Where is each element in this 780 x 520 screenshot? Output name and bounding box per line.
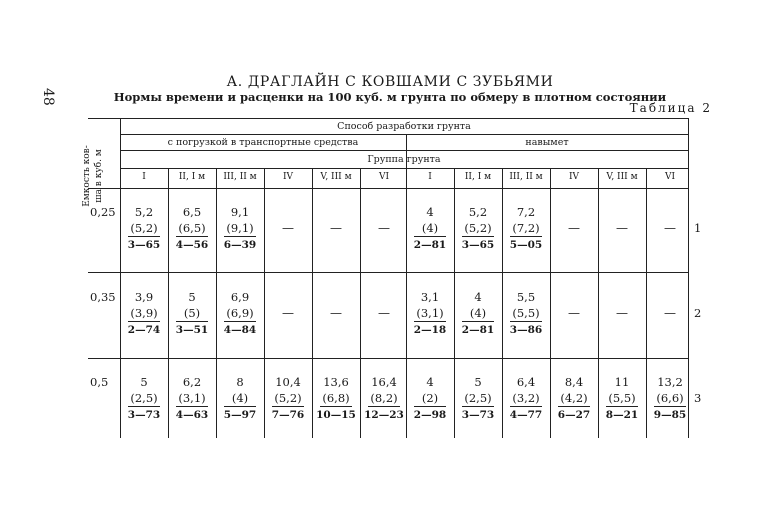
norm-cell xyxy=(550,374,598,423)
group-label: VI xyxy=(664,172,676,182)
time-norm-reduced: (8,2) xyxy=(368,390,400,407)
time-norm-reduced: (4,2) xyxy=(558,390,590,407)
time-norm-reduced: (6,9) xyxy=(224,305,256,322)
table-top-rule xyxy=(88,118,688,119)
group-label: IV xyxy=(568,172,580,182)
time-norm-reduced: (3,1) xyxy=(414,305,446,322)
capacity-value: 0,25 xyxy=(90,205,116,219)
norm-cell xyxy=(168,374,216,423)
group-label: VI xyxy=(378,172,390,182)
price-rate: 3—65 xyxy=(127,239,161,251)
time-norm-reduced: (5,5) xyxy=(510,305,542,322)
norm-cell xyxy=(216,289,264,338)
time-norm-reduced: (2,5) xyxy=(462,390,494,407)
price-rate: 7—76 xyxy=(271,409,305,421)
price-rate: 12—23 xyxy=(364,409,404,421)
empty-cell-dash: — xyxy=(282,306,294,320)
time-norm-reduced: (4) xyxy=(224,390,256,407)
norm-cell xyxy=(264,374,312,423)
price-rate: 4—84 xyxy=(223,324,257,336)
time-norm: 7,2 xyxy=(516,205,536,219)
empty-cell-dash: — xyxy=(616,306,628,320)
norm-cell xyxy=(312,374,360,423)
norm-cell xyxy=(120,289,168,338)
header-rule-3 xyxy=(120,168,688,169)
time-norm-reduced: (2,5) xyxy=(128,390,160,407)
time-norm-reduced: (4) xyxy=(462,305,494,322)
with-loading-header: с погрузкой в транспортные средства xyxy=(167,137,359,148)
time-norm: 8,4 xyxy=(564,375,584,389)
group-label: II, I м xyxy=(178,172,206,182)
price-rate: 4—56 xyxy=(175,239,209,251)
group-label: III, II м xyxy=(223,172,257,182)
soil-group-header: Группа грунта xyxy=(367,154,441,165)
price-rate: 2—18 xyxy=(413,324,447,336)
empty-cell-dash: — xyxy=(616,221,628,235)
norm-cell xyxy=(216,374,264,423)
page-subtitle: Нормы времени и расценки на 100 куб. м грунта по обмеру в плотном состоянии xyxy=(113,90,667,104)
time-norm-reduced: (5,2) xyxy=(272,390,304,407)
time-norm: 6,5 xyxy=(182,205,202,219)
group-label: I xyxy=(428,172,432,182)
table-label: Таблица 2 xyxy=(629,101,712,115)
norm-cell xyxy=(120,204,168,253)
price-rate: 3—73 xyxy=(461,409,495,421)
price-rate: 2—74 xyxy=(127,324,161,336)
time-norm-reduced: (3,1) xyxy=(176,390,208,407)
time-norm: 5 xyxy=(188,290,196,304)
empty-cell-dash: — xyxy=(568,306,580,320)
time-norm: 6,2 xyxy=(182,375,202,389)
time-norm: 3,9 xyxy=(134,290,154,304)
empty-cell-dash: — xyxy=(378,221,390,235)
price-rate: 9—85 xyxy=(653,409,687,421)
norm-cell xyxy=(454,374,502,423)
norm-cell xyxy=(168,289,216,338)
time-norm-reduced: (2) xyxy=(414,390,446,407)
norm-cell xyxy=(502,374,550,423)
time-norm: 8 xyxy=(236,375,244,389)
time-norm: 6,4 xyxy=(516,375,536,389)
norm-cell xyxy=(406,204,454,253)
time-norm: 5,2 xyxy=(468,205,488,219)
group-label: III, II м xyxy=(509,172,543,182)
time-norm-reduced: (6,8) xyxy=(320,390,352,407)
page-number: 48 xyxy=(40,88,56,106)
norm-cell xyxy=(502,204,550,253)
time-norm: 3,1 xyxy=(420,290,440,304)
method-header: Способ разработки грунта xyxy=(337,121,471,132)
group-label: V, III м xyxy=(320,172,352,182)
price-rate: 10—15 xyxy=(316,409,356,421)
norm-cell xyxy=(168,204,216,253)
price-rate: 6—39 xyxy=(223,239,257,251)
price-rate: 4—77 xyxy=(509,409,543,421)
empty-cell-dash: — xyxy=(330,221,342,235)
price-rate: 4—63 xyxy=(175,409,209,421)
capacity-value: 0,5 xyxy=(90,375,109,389)
norm-cell xyxy=(598,374,646,423)
norm-cell xyxy=(216,204,264,253)
price-rate: 2—81 xyxy=(461,324,495,336)
time-norm: 13,6 xyxy=(323,375,349,389)
time-norm: 5 xyxy=(474,375,482,389)
row-number: 2 xyxy=(694,306,702,320)
time-norm-reduced: (5,2) xyxy=(462,220,494,237)
group-label: IV xyxy=(282,172,294,182)
norm-cell xyxy=(406,374,454,423)
price-rate: 5—05 xyxy=(509,239,543,251)
price-rate: 6—27 xyxy=(557,409,591,421)
empty-cell-dash: — xyxy=(282,221,294,235)
time-norm: 9,1 xyxy=(230,205,250,219)
time-norm: 10,4 xyxy=(275,375,301,389)
price-rate: 3—73 xyxy=(127,409,161,421)
time-norm-reduced: (3,9) xyxy=(128,305,160,322)
time-norm: 4 xyxy=(426,205,434,219)
time-norm: 16,4 xyxy=(371,375,397,389)
price-rate: 3—65 xyxy=(461,239,495,251)
norm-cell xyxy=(454,204,502,253)
empty-cell-dash: — xyxy=(378,306,390,320)
time-norm: 4 xyxy=(426,375,434,389)
norm-cell xyxy=(502,289,550,338)
norm-cell xyxy=(406,289,454,338)
row-number: 1 xyxy=(694,221,702,235)
dump-header: навымет xyxy=(525,137,569,148)
time-norm: 5,5 xyxy=(516,290,536,304)
time-norm: 5,2 xyxy=(134,205,154,219)
price-rate: 5—97 xyxy=(223,409,257,421)
time-norm-reduced: (3,2) xyxy=(510,390,542,407)
page-title: А. ДРАГЛАЙН С КОВШАМИ С ЗУБЬЯМИ xyxy=(226,74,554,90)
time-norm: 11 xyxy=(614,375,630,389)
time-norm-reduced: (5) xyxy=(176,305,208,322)
time-norm-reduced: (7,2) xyxy=(510,220,542,237)
time-norm: 6,9 xyxy=(230,290,250,304)
empty-cell-dash: — xyxy=(330,306,342,320)
capacity-value: 0,35 xyxy=(90,290,116,304)
time-norm-reduced: (5,2) xyxy=(128,220,160,237)
time-norm: 5 xyxy=(140,375,148,389)
price-rate: 8—21 xyxy=(605,409,639,421)
group-label: II, I м xyxy=(464,172,492,182)
norm-cell xyxy=(454,289,502,338)
group-label: I xyxy=(142,172,146,182)
time-norm: 4 xyxy=(474,290,482,304)
empty-cell-dash: — xyxy=(568,221,580,235)
group-label: V, III м xyxy=(606,172,638,182)
header-rule-2 xyxy=(120,150,688,151)
norm-cell xyxy=(120,374,168,423)
norm-cell xyxy=(646,374,694,423)
time-norm-reduced: (5,5) xyxy=(606,390,638,407)
price-rate: 2—98 xyxy=(413,409,447,421)
capacity-header-text: Емкость ков- ша в куб. м xyxy=(82,145,104,207)
time-norm-reduced: (6,6) xyxy=(654,390,686,407)
price-rate: 3—86 xyxy=(509,324,543,336)
norm-cell xyxy=(360,374,408,423)
row-number: 3 xyxy=(694,391,702,405)
empty-cell-dash: — xyxy=(664,221,676,235)
time-norm: 13,2 xyxy=(657,375,683,389)
empty-cell-dash: — xyxy=(664,306,676,320)
time-norm-reduced: (4) xyxy=(414,220,446,237)
price-rate: 2—81 xyxy=(413,239,447,251)
header-rule-1 xyxy=(120,134,688,135)
time-norm-reduced: (6,5) xyxy=(176,220,208,237)
time-norm-reduced: (9,1) xyxy=(224,220,256,237)
price-rate: 3—51 xyxy=(175,324,209,336)
